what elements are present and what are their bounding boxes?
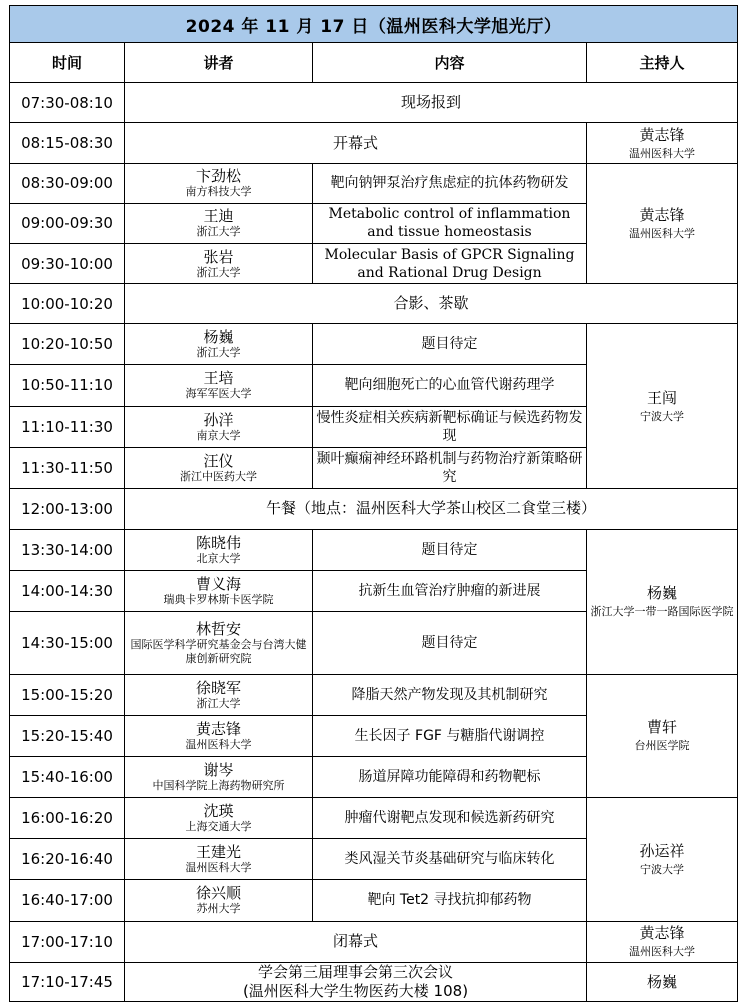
topic-cell: 靶向细胞死亡的心血管代谢药理学	[313, 365, 587, 406]
speaker-affiliation: 苏州大学	[196, 902, 241, 916]
event-cell: 闭幕式	[125, 921, 587, 962]
header-time: 时间	[10, 43, 125, 83]
speaker-cell	[125, 612, 313, 674]
speaker-affiliation: 上海交通大学	[185, 820, 252, 834]
time-cell: 15:00-15:20	[10, 674, 125, 715]
speaker-affiliation: 南京大学	[196, 428, 241, 442]
event-cell: 午餐（地点：温州医科大学茶山校区二食堂三楼）	[125, 488, 738, 529]
host-cell	[587, 921, 738, 962]
host-affiliation: 温州医科大学	[629, 146, 696, 160]
speaker-cell	[125, 839, 313, 880]
host-name: 曹轩	[647, 718, 678, 737]
time-cell: 15:40-16:00	[10, 756, 125, 797]
time-cell: 09:00-09:30	[10, 203, 125, 243]
table-row	[10, 324, 738, 365]
table-row	[10, 163, 738, 203]
time-cell: 11:30-11:50	[10, 447, 125, 488]
time-cell: 09:30-10:00	[10, 243, 125, 283]
speaker-cell	[125, 406, 313, 447]
speaker-affiliation: 北京大学	[196, 552, 241, 566]
time-cell: 17:10-17:45	[10, 962, 125, 1001]
time-cell: 08:30-09:00	[10, 163, 125, 203]
time-cell: 07:30-08:10	[10, 83, 125, 123]
header-content: 内容	[313, 43, 587, 83]
table-row	[10, 962, 738, 1001]
time-cell: 12:00-13:00	[10, 488, 125, 529]
speaker-cell	[125, 674, 313, 715]
topic-cell: Molecular Basis of GPCR Signaling and Rational Drug Design	[313, 243, 587, 283]
topic-cell: 题目待定	[313, 530, 587, 571]
topic-cell: 类风湿关节炎基础研究与临床转化	[313, 839, 587, 880]
speaker-name: 徐兴顺	[195, 884, 241, 903]
time-cell: 14:00-14:30	[10, 571, 125, 612]
time-cell: 17:00-17:10	[10, 921, 125, 962]
speaker-cell	[125, 243, 313, 283]
topic-cell: 降脂天然产物发现及其机制研究	[313, 674, 587, 715]
speaker-name: 卞劲松	[195, 167, 241, 186]
header-row	[10, 43, 738, 83]
speaker-affiliation: 南方科技大学	[185, 185, 252, 199]
speaker-name: 张岩	[203, 247, 234, 266]
speaker-name: 汪仪	[203, 451, 234, 470]
host-name: 黄志锋	[639, 205, 685, 224]
host-cell	[587, 798, 738, 921]
speaker-cell	[125, 880, 313, 921]
table-row	[10, 530, 738, 571]
speaker-name: 林哲安	[195, 619, 241, 638]
time-cell: 16:40-17:00	[10, 880, 125, 921]
topic-cell: 肠道屏障功能障碍和药物靶标	[313, 756, 587, 797]
speaker-cell	[125, 365, 313, 406]
time-cell: 10:50-11:10	[10, 365, 125, 406]
speaker-name: 王培	[203, 369, 234, 388]
speaker-affiliation: 温州医科大学	[185, 861, 252, 875]
speaker-cell	[125, 203, 313, 243]
event-cell	[125, 962, 587, 1001]
topic-cell: 颞叶癫痫神经环路机制与药物治疗新策略研究	[313, 447, 587, 488]
event-line: 学会第三届理事会第三次会议	[257, 962, 453, 981]
host-cell	[587, 962, 738, 1001]
host-name: 王闯	[647, 388, 678, 407]
speaker-name: 沈瑛	[203, 802, 234, 821]
speaker-name: 曹义海	[195, 575, 241, 594]
header-host: 主持人	[587, 43, 738, 83]
table-row	[10, 488, 738, 529]
host-affiliation: 宁波大学	[640, 862, 685, 876]
header-speaker: 讲者	[125, 43, 313, 83]
host-cell	[587, 674, 738, 797]
speaker-cell	[125, 324, 313, 365]
host-affiliation: 宁波大学	[640, 409, 685, 423]
host-affiliation: 温州医科大学	[629, 945, 696, 959]
time-cell: 16:20-16:40	[10, 839, 125, 880]
speaker-affiliation: 海军军医大学	[185, 387, 252, 401]
schedule-table	[9, 5, 738, 1002]
time-cell: 11:10-11:30	[10, 406, 125, 447]
speaker-name: 谢岑	[203, 760, 234, 779]
table-row	[10, 83, 738, 123]
topic-cell: Metabolic control of inflammation and tissue homeostasis	[313, 203, 587, 243]
speaker-cell	[125, 756, 313, 797]
speaker-affiliation: 瑞典卡罗林斯卡医学院	[163, 593, 274, 607]
host-cell	[587, 530, 738, 675]
speaker-affiliation: 浙江大学	[196, 225, 241, 239]
host-affiliation: 浙江大学一带一路国际医学院	[590, 605, 734, 619]
topic-cell: 生长因子 FGF 与糖脂代谢调控	[313, 715, 587, 756]
time-cell: 08:15-08:30	[10, 123, 125, 163]
speaker-name: 王建光	[195, 843, 241, 862]
speaker-cell	[125, 530, 313, 571]
speaker-affiliation: 浙江大学	[196, 265, 241, 279]
topic-cell: 靶向钠钾泵治疗焦虑症的抗体药物研发	[313, 163, 587, 203]
time-cell: 15:20-15:40	[10, 715, 125, 756]
event-location: (温州医科大学生物医药大楼 108)	[242, 981, 469, 1000]
time-cell: 10:20-10:50	[10, 324, 125, 365]
speaker-cell	[125, 798, 313, 839]
table-row	[10, 123, 738, 163]
table-row	[10, 921, 738, 962]
speaker-affiliation: 浙江中医药大学	[180, 469, 257, 483]
speaker-name: 陈晓伟	[195, 534, 241, 553]
host-name: 黄志锋	[639, 924, 685, 943]
host-affiliation: 温州医科大学	[629, 226, 696, 240]
event-cell: 合影、茶歇	[125, 284, 738, 324]
schedule-title: 2024 年 11 月 17 日（温州医科大学旭光厅）	[10, 6, 738, 43]
host-affiliation: 台州医学院	[634, 739, 690, 753]
speaker-affiliation: 中国科学院上海药物研究所	[152, 778, 285, 792]
host-cell	[587, 324, 738, 489]
topic-cell: 题目待定	[313, 612, 587, 674]
title-row	[10, 6, 738, 43]
speaker-cell	[125, 447, 313, 488]
topic-cell: 慢性炎症相关疾病新靶标确证与候选药物发现	[313, 406, 587, 447]
host-cell	[587, 163, 738, 283]
table-row	[10, 798, 738, 839]
host-name: 杨巍	[647, 972, 678, 991]
topic-cell: 题目待定	[313, 324, 587, 365]
speaker-affiliation: 浙江大学	[196, 696, 241, 710]
table-row	[10, 284, 738, 324]
event-cell: 开幕式	[125, 123, 587, 163]
host-cell	[587, 123, 738, 163]
event-cell: 现场报到	[125, 83, 738, 123]
time-cell: 16:00-16:20	[10, 798, 125, 839]
speaker-name: 黄志锋	[195, 719, 241, 738]
host-name: 黄志锋	[639, 125, 685, 144]
table-row	[10, 674, 738, 715]
speaker-name: 孙洋	[203, 410, 234, 429]
topic-cell: 肿瘤代谢靶点发现和候选新药研究	[313, 798, 587, 839]
time-cell: 13:30-14:00	[10, 530, 125, 571]
speaker-name: 王迪	[203, 207, 234, 226]
time-cell: 10:00-10:20	[10, 284, 125, 324]
host-name: 孙运祥	[639, 841, 685, 860]
speaker-cell	[125, 571, 313, 612]
speaker-affiliation: 国际医学科学研究基金会与台湾大健康创新研究院	[130, 637, 307, 665]
speaker-affiliation: 浙江大学	[196, 346, 241, 360]
host-name: 杨巍	[647, 584, 678, 603]
speaker-name: 徐晓军	[195, 678, 241, 697]
speaker-name: 杨巍	[203, 328, 234, 347]
time-cell: 14:30-15:00	[10, 612, 125, 674]
speaker-cell	[125, 715, 313, 756]
topic-cell: 抗新生血管治疗肿瘤的新进展	[313, 571, 587, 612]
speaker-affiliation: 温州医科大学	[185, 737, 252, 751]
topic-cell: 靶向 Tet2 寻找抗抑郁药物	[313, 880, 587, 921]
speaker-cell	[125, 163, 313, 203]
